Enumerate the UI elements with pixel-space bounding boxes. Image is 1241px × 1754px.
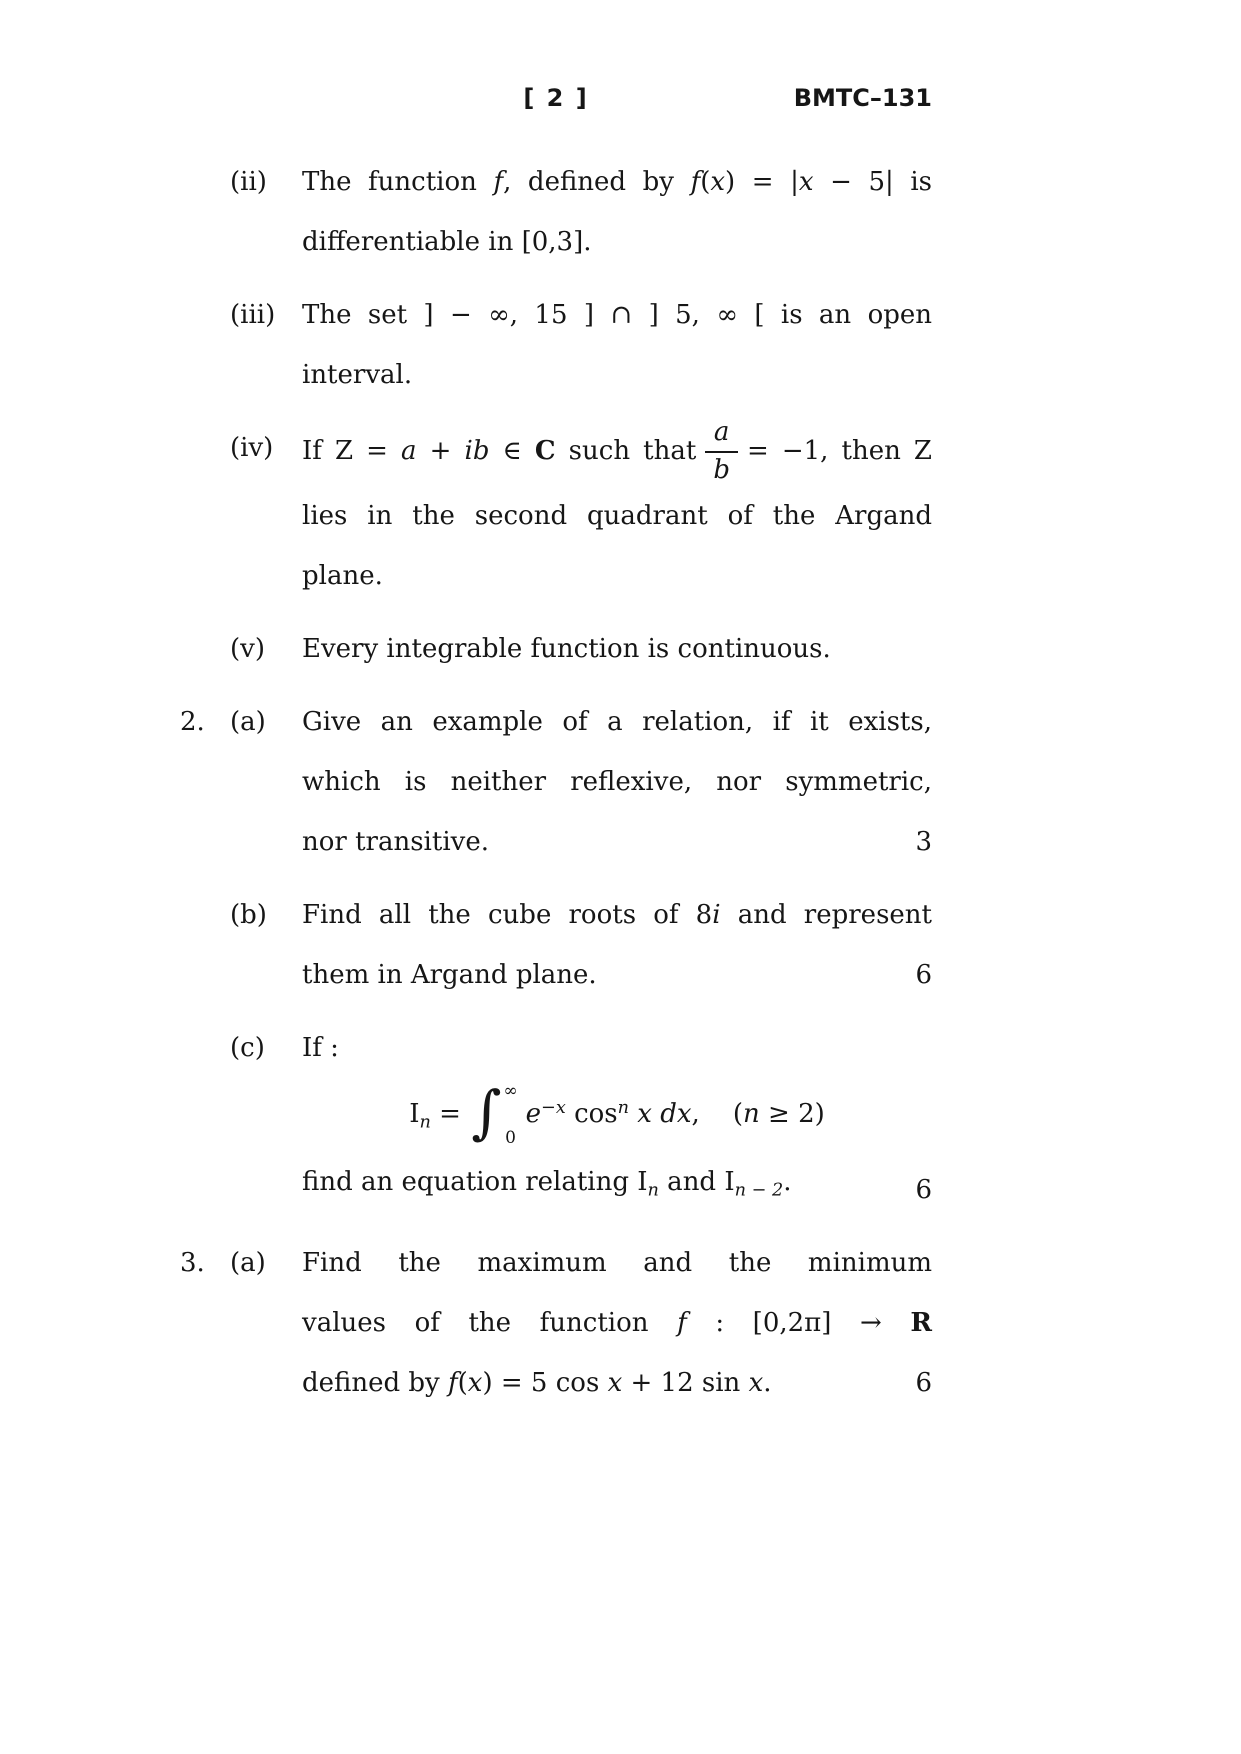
text-segment: Find all the cube roots of 8 xyxy=(302,899,713,930)
line-segments xyxy=(302,634,831,664)
text-segment: i xyxy=(712,899,721,930)
text-segment: . xyxy=(783,1166,792,1197)
question-item xyxy=(180,418,932,606)
line-segments xyxy=(302,1308,932,1338)
text-segment: If : xyxy=(302,1032,339,1063)
question-number xyxy=(180,152,230,272)
question-list xyxy=(180,152,932,1426)
line-segments xyxy=(302,900,932,930)
marks-value: 6 xyxy=(915,1175,932,1206)
question-line xyxy=(302,1293,932,1353)
text-segment: such that xyxy=(555,435,697,466)
paper-code: BMTC–131 xyxy=(793,84,932,112)
text-segment: ( xyxy=(700,167,711,197)
text-segment: I xyxy=(409,1098,420,1129)
text-segment: them in Argand plane. xyxy=(302,959,597,990)
line-segments xyxy=(302,1368,772,1398)
page-number: [ 2 ] xyxy=(523,84,589,112)
question-text xyxy=(302,619,932,679)
text-segment: n xyxy=(419,1111,431,1132)
text-segment: differentiable in [0,3]. xyxy=(302,227,592,257)
question-item xyxy=(180,1233,932,1413)
text-segment: Find the maximum and the minimum xyxy=(302,1248,932,1279)
text-segment: C xyxy=(534,435,556,466)
text-segment: n xyxy=(647,1180,659,1201)
line-segments xyxy=(302,300,932,330)
marks-value: 3 xyxy=(915,826,932,857)
question-line xyxy=(302,812,932,872)
integral-upper-limit: ∞ xyxy=(503,1080,518,1101)
text-segment: R xyxy=(910,1308,933,1339)
line-segments xyxy=(302,960,597,990)
text-segment: Every integrable function is continuous. xyxy=(302,633,831,664)
text-segment: f xyxy=(493,167,504,197)
question-number xyxy=(180,1018,230,1220)
text-segment: nor transitive. xyxy=(302,826,489,857)
question-number xyxy=(180,885,230,1005)
text-segment: ∈ xyxy=(489,435,535,466)
question-line xyxy=(302,1152,932,1220)
text-segment: − 5| is xyxy=(813,167,932,197)
text-segment: ≥ 2) xyxy=(759,1098,825,1129)
page-header xyxy=(180,84,932,118)
text-segment: which is neither reflexive, nor symmetric, xyxy=(302,766,932,797)
text-segment: . xyxy=(763,1368,772,1399)
question-item xyxy=(180,885,932,1005)
text-segment: , ( xyxy=(691,1098,743,1129)
text-segment: = xyxy=(430,1098,470,1129)
text-segment: defined by xyxy=(302,1368,449,1399)
marks-value: 6 xyxy=(915,1368,932,1399)
question-line xyxy=(302,945,932,1005)
question-label: (b) xyxy=(230,899,267,930)
text-segment: −x xyxy=(541,1097,566,1118)
text-segment: + 12 sin xyxy=(622,1368,749,1399)
question-text xyxy=(302,885,932,1005)
line-segments xyxy=(302,227,591,257)
text-segment: x xyxy=(710,167,726,197)
text-segment: values of the function xyxy=(302,1308,678,1339)
line-segments xyxy=(302,167,932,197)
question-line xyxy=(302,1233,932,1293)
question-text xyxy=(302,285,932,405)
question-label: (v) xyxy=(230,633,265,664)
text-segment: f xyxy=(448,1368,458,1399)
text-segment: The set ] − ∞, 15 ] ∩ ] 5, ∞ [ is an open xyxy=(302,300,932,330)
question-number: 2. xyxy=(180,706,205,737)
line-segments xyxy=(302,1166,792,1201)
integral-limits xyxy=(503,1080,518,1148)
question-text xyxy=(302,152,932,272)
text-segment: and represent xyxy=(720,899,932,930)
question-item xyxy=(180,152,932,272)
fraction-denominator: b xyxy=(713,454,730,485)
text-segment: x xyxy=(798,167,814,197)
question-item xyxy=(180,619,932,679)
text-segment: ib xyxy=(464,435,490,466)
text-segment: e xyxy=(525,1098,542,1129)
question-item xyxy=(180,1018,932,1220)
question-label: (a) xyxy=(230,706,266,737)
text-segment: x dx xyxy=(637,1098,692,1129)
text-segment: n xyxy=(743,1098,760,1129)
question-line xyxy=(302,752,932,812)
question-line xyxy=(302,692,932,752)
integral-sign-icon: ∫ xyxy=(471,1077,502,1146)
marks-value: 6 xyxy=(915,959,932,990)
question-label: (c) xyxy=(230,1032,265,1063)
text-segment: interval. xyxy=(302,360,413,390)
line-segments xyxy=(302,767,932,797)
question-line xyxy=(302,1078,932,1152)
text-segment: If Z = xyxy=(302,435,402,466)
question-label: (iv) xyxy=(230,433,274,463)
text-segment: ) = | xyxy=(725,167,799,197)
text-segment: n − 2 xyxy=(734,1180,784,1201)
question-line xyxy=(302,345,932,405)
integral-lower-limit: 0 xyxy=(505,1127,516,1148)
text-segment: ) = 5 cos xyxy=(482,1368,608,1399)
text-segment: f xyxy=(677,1308,687,1339)
line-segments xyxy=(302,417,932,485)
question-label: (iii) xyxy=(230,300,276,330)
text-segment: The function xyxy=(302,167,494,197)
text-segment: + xyxy=(416,435,465,466)
line-segments xyxy=(302,561,383,591)
text-segment: plane. xyxy=(302,560,383,591)
text-segment: = −1, then Z xyxy=(746,435,932,466)
question-line xyxy=(302,152,932,212)
integral xyxy=(471,1077,518,1148)
question-item xyxy=(180,692,932,872)
text-segment: x xyxy=(748,1368,764,1399)
text-segment: n xyxy=(617,1097,630,1118)
question-text xyxy=(302,1018,932,1220)
question-line xyxy=(302,1018,932,1078)
question-line xyxy=(302,418,932,486)
question-number xyxy=(180,285,230,405)
text-segment: a xyxy=(401,435,417,466)
question-line xyxy=(302,1353,932,1413)
text-segment: and I xyxy=(658,1166,735,1197)
text-segment: lies in the second quadrant of the Argand xyxy=(302,500,932,531)
question-text xyxy=(302,692,932,872)
question-number xyxy=(180,418,230,606)
question-text xyxy=(302,418,932,606)
line-segments xyxy=(302,1248,932,1278)
question-line xyxy=(302,285,932,345)
text-segment: Give an example of a relation, if it exists, xyxy=(302,706,932,737)
line-segments xyxy=(302,827,489,857)
fraction-numerator: a xyxy=(705,418,739,453)
text-segment: find an equation relating I xyxy=(302,1166,648,1197)
question-item xyxy=(180,285,932,405)
question-text xyxy=(302,1233,932,1413)
line-segments xyxy=(302,1033,339,1063)
line-segments xyxy=(302,707,932,737)
question-line xyxy=(302,486,932,546)
text-segment: , defined by xyxy=(503,167,691,197)
text-segment: cos xyxy=(565,1098,618,1129)
text-segment: f xyxy=(690,167,701,197)
question-label: (a) xyxy=(230,1248,266,1279)
fraction xyxy=(704,418,739,486)
question-line xyxy=(302,546,932,606)
question-label: (ii) xyxy=(230,167,267,197)
question-number: 3. xyxy=(180,1248,205,1279)
line-segments xyxy=(302,360,412,390)
question-line xyxy=(302,212,932,272)
question-line xyxy=(302,619,932,679)
question-line xyxy=(302,885,932,945)
question-number xyxy=(180,619,230,679)
line-segments xyxy=(409,1077,825,1148)
line-segments xyxy=(302,501,932,531)
text-segment: : [0,2π] → xyxy=(686,1308,911,1339)
text-segment: ( xyxy=(457,1368,468,1399)
text-segment: x xyxy=(607,1368,623,1399)
text-segment: x xyxy=(467,1368,483,1399)
